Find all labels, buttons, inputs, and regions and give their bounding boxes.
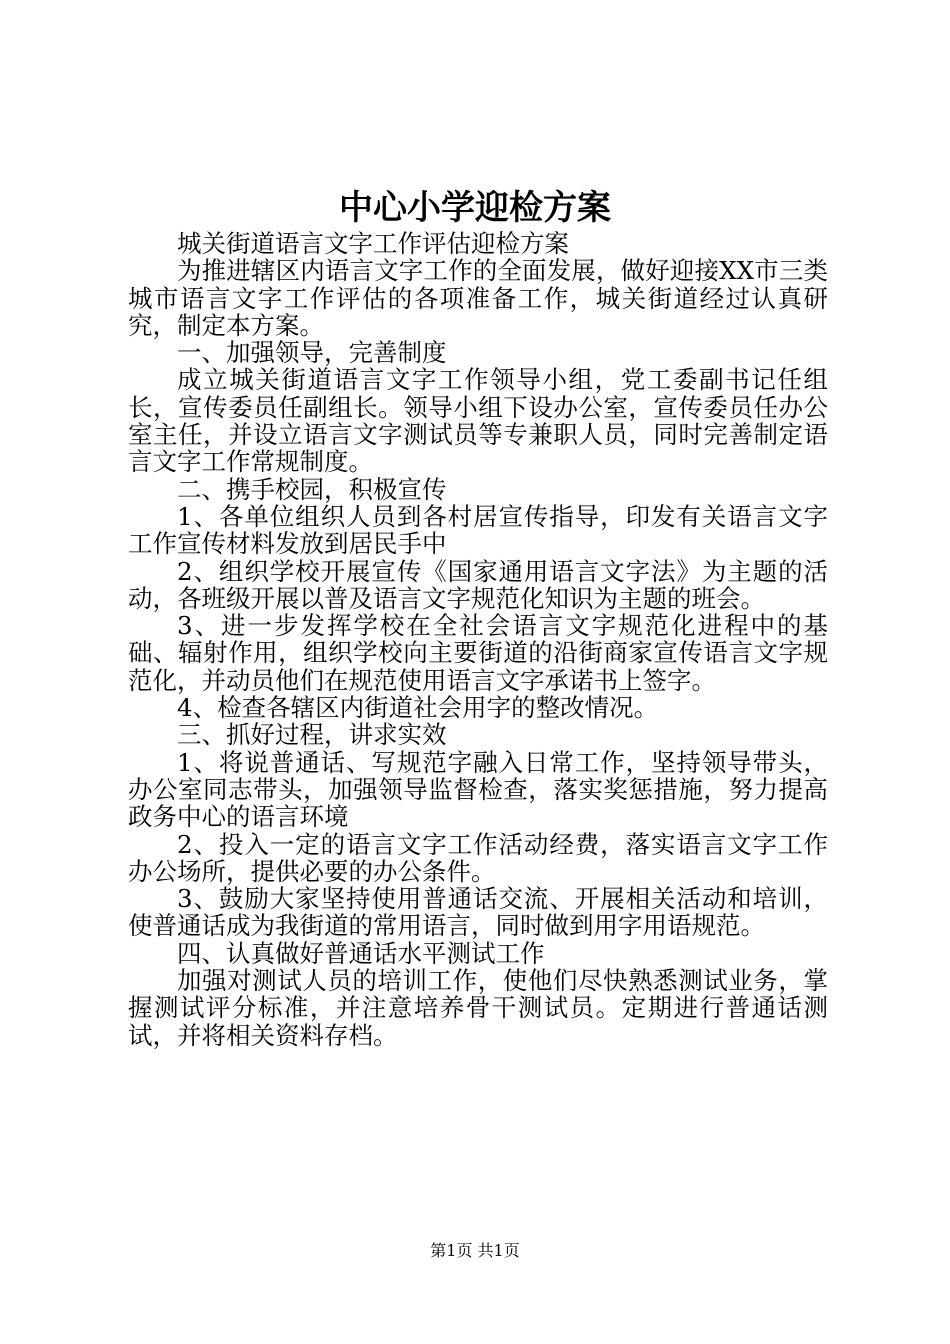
- section-heading-1: 一、加强领导，完善制度: [177, 338, 447, 368]
- section-heading-3: 三、抓好过程，讲求实效: [177, 720, 447, 750]
- list-item: 3、鼓励大家坚持使用普通话交流、开展相关活动和培训，使普通话成为我街道的常用语言，同时做到用字用语规范。: [128, 884, 828, 941]
- section-heading-2: 二、携手校园，积极宣传: [177, 474, 447, 504]
- list-item: 4、检查各辖区内街道社会用字的整改情况。: [177, 693, 659, 723]
- list-item: 3、进一步发挥学校在全社会语言文字规范化进程中的基础、辐射作用，组织学校向主要街道的沿街商家宣传语言文字规范化，并动员他们在规范使用语言文字承诺书上签字。: [128, 611, 828, 695]
- document-title: 中心小学迎检方案: [339, 188, 611, 228]
- document-body: [128, 230, 828, 1049]
- list-item: 1、将说普通话、写规范字融入日常工作，坚持领导带头，办公室同志带头，加强领导监督检查，落实奖惩措施，努力提高政务中心的语言环境: [128, 747, 828, 832]
- list-item: 1、各单位组织人员到各村居宣传指导，印发有关语言文字工作宣传材料发放到居民手中: [128, 501, 828, 559]
- paragraph-subtitle: 城关街道语言文字工作评估迎检方案: [177, 229, 569, 258]
- list-item: 2、组织学校开展宣传《国家通用语言文字法》为主题的活动，各班级开展以普及语言文字规范化知识为主题的班会。: [128, 556, 828, 613]
- list-item: 2、投入一定的语言文字工作活动经费，落实语言文字工作办公场所，提供必要的办公条件。: [128, 829, 828, 886]
- page-number: 第1页 共1页: [430, 1241, 520, 1260]
- section-heading-4: 四、认真做好普通话水平测试工作: [177, 938, 545, 968]
- paragraph-intro: 为推进辖区内语言文字工作的全面发展，做好迎接XX市三类城市语言文字工作评估的各项准备工作，城关街道经过认真研究，制定本方案。: [128, 256, 828, 340]
- paragraph: 成立城关街道语言文字工作领导小组，党工委副书记任组长，宣传委员任副组长。领导小组下设办公室，宣传委员任办公室主任，并设立语言文字测试员等专兼职人员，同时完善制定语言文字工作常规制度。: [128, 365, 828, 477]
- paragraph: 加强对测试人员的培训工作，使他们尽快熟悉测试业务，掌握测试评分标准，并注意培养骨干测试员。定期进行普通话测试，并将相关资料存档。: [128, 966, 828, 1050]
